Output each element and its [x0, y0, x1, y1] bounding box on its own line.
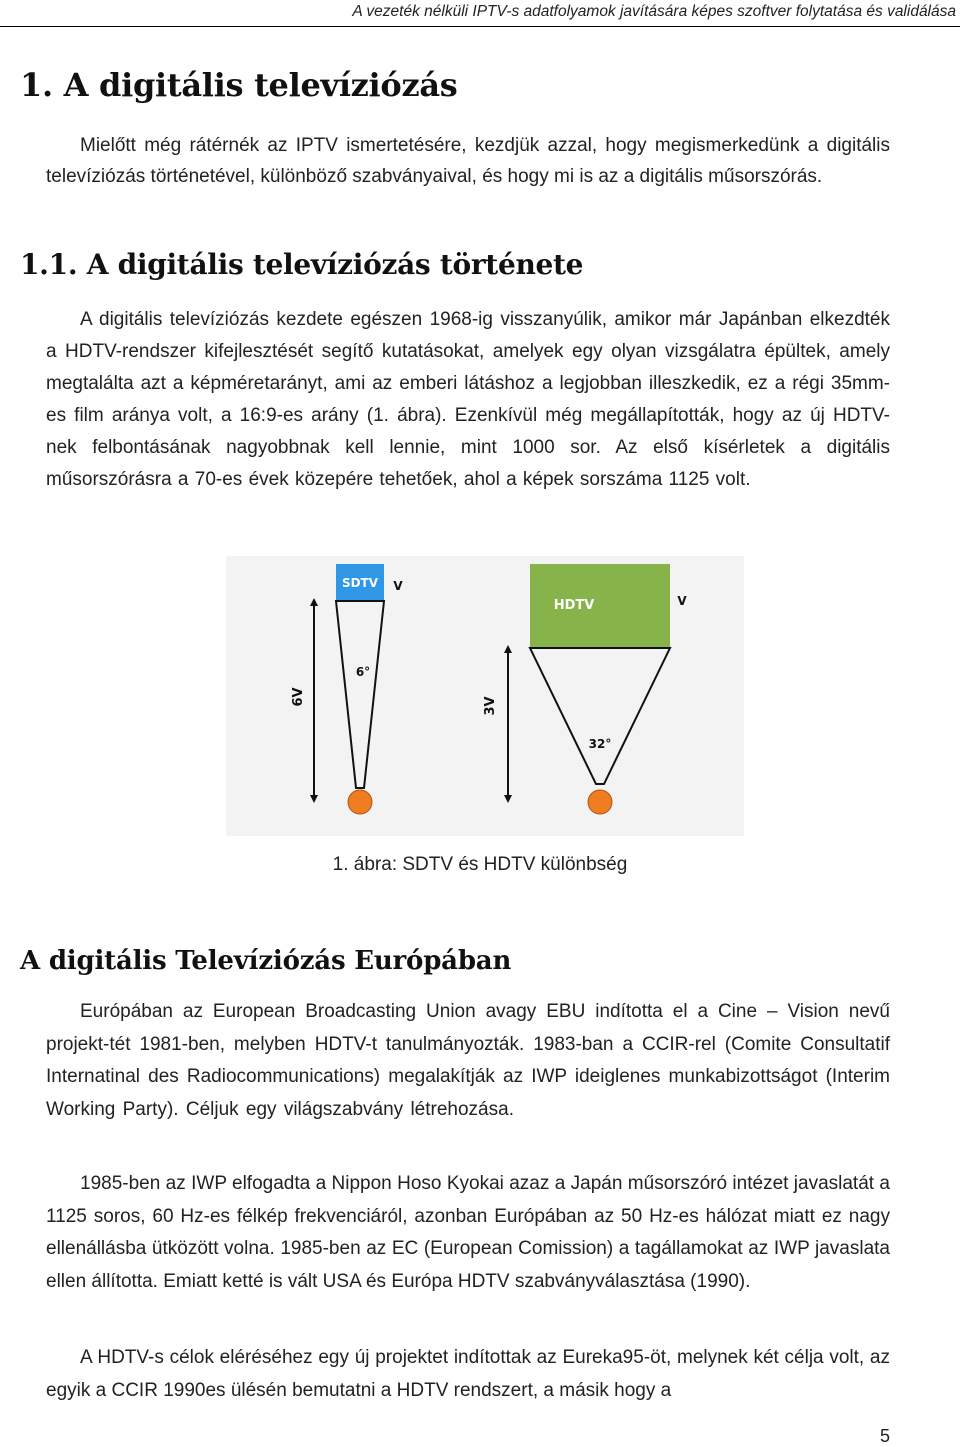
hdtv-label: HDTV [553, 598, 595, 613]
sdtv-viewer-eye [348, 790, 372, 814]
hdtv-arrow-bottom [504, 795, 512, 803]
sdtv-view-cone [336, 601, 384, 788]
hdtv-angle-label: 32° [588, 737, 612, 751]
header-rule [0, 26, 960, 27]
section-europe-heading: A digitális Televíziózás Európában [20, 946, 512, 976]
europe-paragraph-3: A HDTV-s célok eléréséhez egy új projektet indítottak az Eureka95-öt, melynek két célja volt, az egyik a CCIR 1990es ülésén bemutatni a HDTV rendszert, a másik hogy a [46, 1347, 890, 1401]
hdtv-v-label: V [677, 594, 687, 608]
hdtv-screen [530, 564, 670, 648]
sdtv-arrow-bottom [310, 795, 318, 803]
section-1-heading: 1. A digitális televíziózás [20, 66, 458, 104]
europe-paragraph-1: Európában az European Broadcasting Union avagy EBU indította el a Cine – Vision nevű projekt-tét 1981-ben, melyben HDTV-t tanulmányozták. 1983-ban a CCIR-rel (Comite Consultatif Internatinal des Radiocommunications) megalakítják az IWP ideiglenes munkabizottságot (Interim Working Party). Céljuk egy világszabvány létrehozása. [46, 1001, 890, 1120]
section-1-1-heading: 1.1. A digitális televíziózás története [20, 248, 584, 281]
europe-paragraph-2: 1985-ben az IWP elfogadta a Nippon Hoso Kyokai azaz a Japán műsorszóró intézet javaslatát a 1125 soros, 60 Hz-es félkép frekvenciáról, azonban Európában az 50 Hz-es hálózat miatt ez nagy ellenállásba ütközött volna. 1985-ben az EC (European Comission) a tagállamokat az IWP javaslata ellen állította. Emiatt ketté is vált USA és Európa HDTV szabványválasztása (1990). [46, 1173, 890, 1292]
sdtv-label: SDTV [341, 576, 379, 590]
section-1-1-paragraph: A digitális televíziózás kezdete egészen 1968-ig visszanyúlik, amikor már Japánban elkezdték a HDTV-rendszer kifejlesztését segítő kutatásokat, amelyek egy olyan vizsgálatra épültek, amely megtalálta azt a képméretarányt, ami az emberi látáshoz a legjobban illeszkedik, ez a régi 35mm-es film aránya volt, a 16:9-es arány (1. ábra). Ezenkívül még megállapították, hogy az új HDTV-nek felbontásának nagyobbnak kell lennie, mint 1000 sor. Az első kísérletek a digitális műsorszórásra a 70-es évek közepére tehetőek, ahol a képek sorszáma 1125 volt. [46, 309, 890, 490]
sdtv-arrow-top [310, 598, 318, 606]
figure-sdtv-hdtv [226, 556, 744, 836]
sdtv-v-label: V [393, 579, 403, 593]
hdtv-distance-label: 3V [483, 696, 498, 716]
running-header: A vezeték nélküli IPTV-s adatfolyamok javítására képes szoftver folytatása és validálása [352, 3, 956, 20]
figure-diagram [226, 556, 744, 836]
section-1-intro: Mielőtt még rátérnék az IPTV ismertetésére, kezdjük azzal, hogy megismerkedünk a digitális televíziózás történetével, különböző szabványaival, és hogy mi is az a digitális műsorszórás. [46, 135, 890, 187]
sdtv-angle-label: 6° [355, 665, 371, 679]
page-number: 5 [879, 1426, 890, 1446]
figure-caption: 1. ábra: SDTV és HDTV különbség [332, 854, 628, 875]
hdtv-arrow-top [504, 645, 512, 653]
hdtv-viewer-eye [588, 790, 612, 814]
hdtv-view-cone [530, 648, 670, 784]
sdtv-distance-label: 6V [291, 687, 306, 707]
